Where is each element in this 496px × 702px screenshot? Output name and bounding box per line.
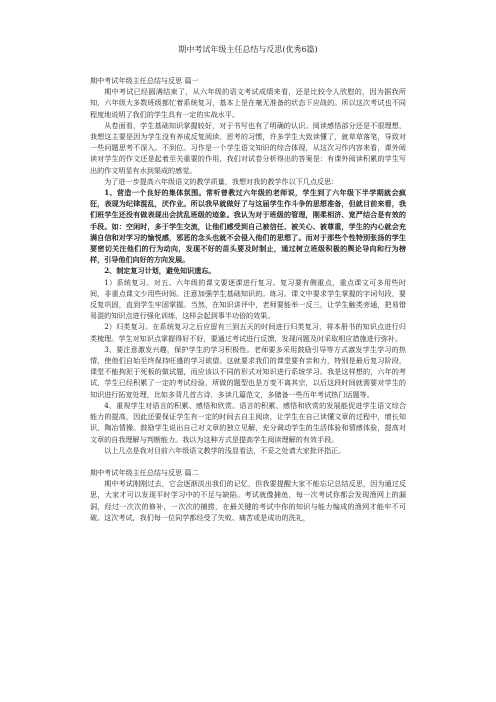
paragraph: 4、重视学生对语言的积累、感悟和欣赏。语言的积累、感悟和欣赏的发展能促进学生语文综合能力的提高，因此还要保证学生有一定的时间去自主阅读，让学生在自己读懂文章的过程中，增长知识，陶冶情操。鼓励学生说出自己对文章的独立见解，充分调动学生的生活体验和情感体验，提高对文章的自我理解与判断能力。我以为这种方式是提高学生阅读理解的有效手段。 — [90, 400, 406, 444]
paragraph: 3、要注意激发兴趣，保护学生的学习积极性。老师要多采用鼓励引导等方式激发学生学习的热情，使他们自始至终保持旺盛的学习欲望。这就要求我们的课堂要有亲和力，特别是最后复习阶段，课堂不能拘泥于死板的做试题，而应该以不同的形式对知识进行系统学习。我是这样想的，六年的考试，学生已经积累了一定的考试经验，所做的题型也是万变不离其宗，以后这段时间就需要对学生的知识进行拓宽处理，比如多背几首古诗，多读几篇范文，多储备一些历年考试热门话题等。 — [90, 344, 406, 399]
document-title: 期中考试年级主任总结与反思(优秀6篇) — [178, 45, 318, 54]
paragraph: 1、营造一个良好的集体氛围。常听曾教过六年级的老师说，学生到了六年级下半学期就会疯狂，表现为纪律混乱，厌作业。所以我早就做好了与这届学生作斗争的思想准备，但就目前来看，我们班学生还没有做表现出会扰乱班级的迹象。我认为对于班级的管理，刚柔相济、宽严结合是有效的手段。如：空闲时，多于学生交流，让他们感受到自己被信任、被关心、被尊重，学生的内心就会充满自信和对学习的愉悦感，邪恶的念头也就不会侵入他们的思想了。而对于那些个性特别张扬的学生要密切关注他们的行为动向，发现不好的苗头要及时制止，通过树立班级积极的舆论导向和行为榜样，引导他们向好的方向发展。 — [90, 188, 406, 265]
section-heading: 期中考试年级主任总结与反思 篇一 — [90, 76, 199, 85]
paragraph: 为了进一步提高六年级语文的教学质量，我想对我的教学作以下几点反思： — [104, 176, 339, 186]
paragraph: 2）归类复习。在系统复习之后应留有三到五天的时间进行归类复习，将本册书的知识点进行归类梳理。学生对知识点掌握得好不好，要通过考试进行反馈，发现问题及时采取相应措施进行弥补。 — [90, 322, 406, 343]
paragraph: 以上几点是我对目前六年级语文教学的浅显看法，不妥之处请大家批评指正。 — [104, 445, 346, 455]
section-gap — [90, 456, 406, 467]
paragraph: 期中考试刚刚过去，它会逐渐淡出我们的记忆，但我要提醒大家不能忘记总结反思，因为通过反思，大家才可以发现平时学习中的不足与缺陷。考试就像捕鱼，每一次考试你都会发现渔网上的漏洞，经过一次次的修补，一次次的捕捞，在最关键的考试中你的知识与能力编成的渔网才能牢不可破。这次考试，我们每一位同学都经受了失败、痛苦或是成功的洗礼， — [90, 479, 406, 522]
section-heading: 期中考试年级主任总结与反思 篇二 — [90, 467, 199, 477]
document-body — [90, 75, 406, 523]
paragraph: 期中考试已经圆满结束了，从六年级的语文考试成绩来看，还是比较令人欣慰的，因为据我所知，六年级大多数班级都忙着系统复习，基本上是在毫无准备的状态下应战的。所以这次考试也不同程度地说明了我们的学生具有一定的实战水平。 — [90, 87, 406, 119]
paragraph: 2、制定复习计划，避免知识遗忘。 — [104, 266, 216, 276]
paragraph: 1）系统复习。对五、六年级的课文要逐课进行复习。复习要有侧重点，重点课文可多用些时间，非重点课文少用些时间。注意加强学生基础知识的。练习。课文中要求学生掌握的字词句段，要反复巩固，直到学生牢固掌握。当然，在知识讲评中，老师要能举一反三，让学生触类旁通，把易错易混的知识点进行强化训练，这样会起到事半功倍的效果。 — [90, 277, 406, 321]
paragraph: 从卷面看，学生基础知识掌握较好，对于书写也有了明确的认识。阅读感悟部分还是不很理想，我想这主要是因为学生没有养成反复阅读、思考的习惯，许多学生大致读懂了，就草草落笔，导致对一些问题思考不深入、不到位。习作是一个学生语文知识的综合体现，从这次习作内容来看，课外阅读对学生的作文还是起着至关重要的作用，我们对试卷分析得出的答案是：有课外阅读积累的学生写出的作文明显有水到渠成的感觉。 — [90, 120, 406, 175]
